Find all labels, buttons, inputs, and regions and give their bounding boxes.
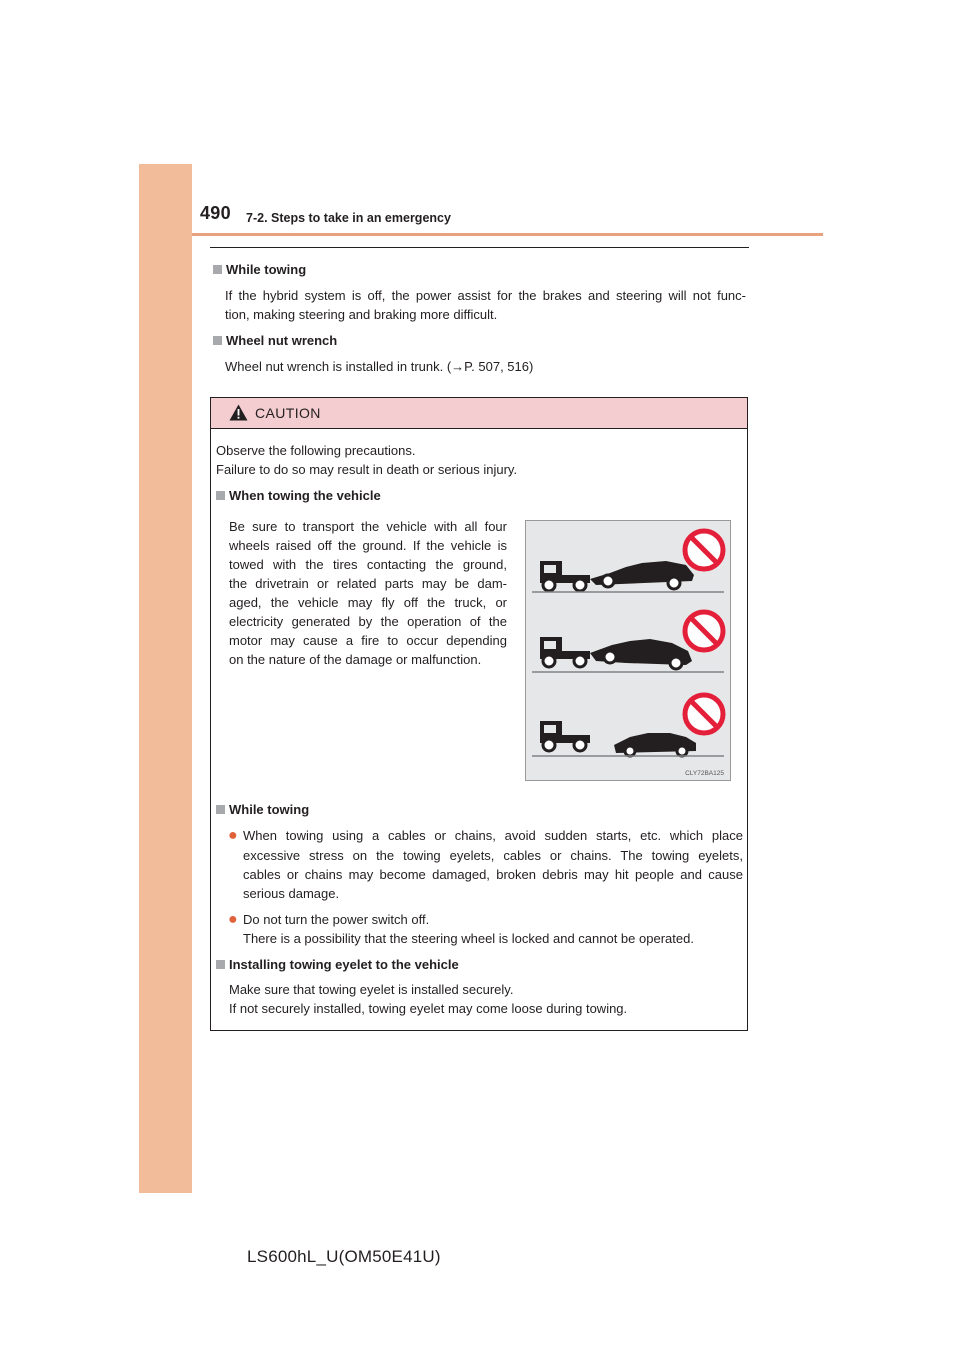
wheel — [677, 746, 687, 756]
text-line: wheels raised off the ground. If the vehicle is — [229, 538, 507, 553]
towing-vehicle-heading: When towing the vehicle — [216, 486, 381, 505]
text-line: electricity generated by the operation of the — [229, 614, 507, 629]
tow-truck-icon — [540, 561, 590, 591]
wheel — [604, 651, 616, 663]
towing-illustration-svg — [526, 521, 730, 780]
text-line: motor may cause a fire to occur depending — [229, 633, 507, 648]
circle-bullet-icon: ● — [228, 911, 238, 928]
section-title: 7-2. Steps to take in an emergency — [246, 211, 451, 225]
bullet2-line: Do not turn the power switch off. — [243, 912, 430, 927]
wheel-nut-heading: Wheel nut wrench — [213, 331, 337, 350]
prohibited-icon — [685, 531, 723, 569]
tow-truck-icon — [540, 721, 590, 751]
wheel — [625, 746, 635, 756]
caution-intro-1: Observe the following precautions. — [216, 443, 416, 458]
content-divider — [210, 247, 749, 248]
eyelet-heading: Installing towing eyelet to the vehicle — [216, 955, 459, 974]
eyelet-line2: If not securely installed, towing eyelet may come loose during towing. — [229, 1001, 628, 1016]
figure-code: CLY72BA125 — [685, 770, 724, 777]
bullet1-line: serious damage. — [243, 886, 340, 901]
text-line: the drivetrain or related parts may be dam- — [229, 576, 507, 591]
page-number: 490 — [200, 203, 231, 223]
caution-label: CAUTION — [255, 405, 321, 421]
bullet2-line: There is a possibility that the steering wheel is locked and cannot be operated. — [243, 931, 694, 946]
wheel — [670, 657, 682, 669]
square-bullet-icon — [216, 960, 225, 969]
circle-bullet-icon: ● — [228, 827, 238, 844]
text-line: towed with the tires contacting the ground, — [229, 557, 507, 572]
while-towing-line1: If the hybrid system is off, the power assist for the brakes and steering will not func- — [225, 288, 746, 303]
towing-illustration — [525, 520, 731, 781]
wheel — [668, 577, 680, 589]
square-bullet-icon — [213, 265, 222, 274]
caution-while-towing-heading: While towing — [216, 800, 309, 819]
chapter-sidebar — [139, 164, 192, 1193]
while-towing-line2: tion, making steering and braking more difficult. — [225, 307, 498, 322]
prohibited-icon — [685, 612, 723, 650]
caution-header — [211, 398, 747, 429]
bullet1-line: cables or chains may become damaged, broken debris may hit people and cause — [243, 867, 743, 882]
square-bullet-icon — [216, 491, 225, 500]
wheel-nut-text: Wheel nut wrench is installed in trunk. (→P. 507, 516) — [225, 359, 534, 374]
tow-truck-icon — [540, 637, 590, 667]
square-bullet-icon — [213, 336, 222, 345]
eyelet-line1: Make sure that towing eyelet is installed securely. — [229, 982, 514, 997]
while-towing-heading: While towing — [213, 260, 306, 279]
bullet1-line: When towing using a cables or chains, avoid sudden starts, etc. which place — [243, 828, 743, 843]
text-line: Be sure to transport the vehicle with all four — [229, 519, 507, 534]
header-rule — [192, 233, 823, 236]
wheel — [602, 575, 614, 587]
caution-intro-2: Failure to do so may result in death or serious injury. — [216, 462, 518, 477]
text-line: on the nature of the damage or malfunction. — [229, 652, 482, 667]
warning-triangle-icon — [229, 404, 248, 421]
prohibited-icon — [685, 695, 723, 733]
bullet1-line: excessive stress on the towing eyelets, cables or chains. The towing eyelets, — [243, 848, 743, 863]
square-bullet-icon — [216, 805, 225, 814]
text-line: aged, the vehicle may fly off the truck, or — [229, 595, 507, 610]
footer-model: LS600hL_U(OM50E41U) — [247, 1247, 441, 1266]
